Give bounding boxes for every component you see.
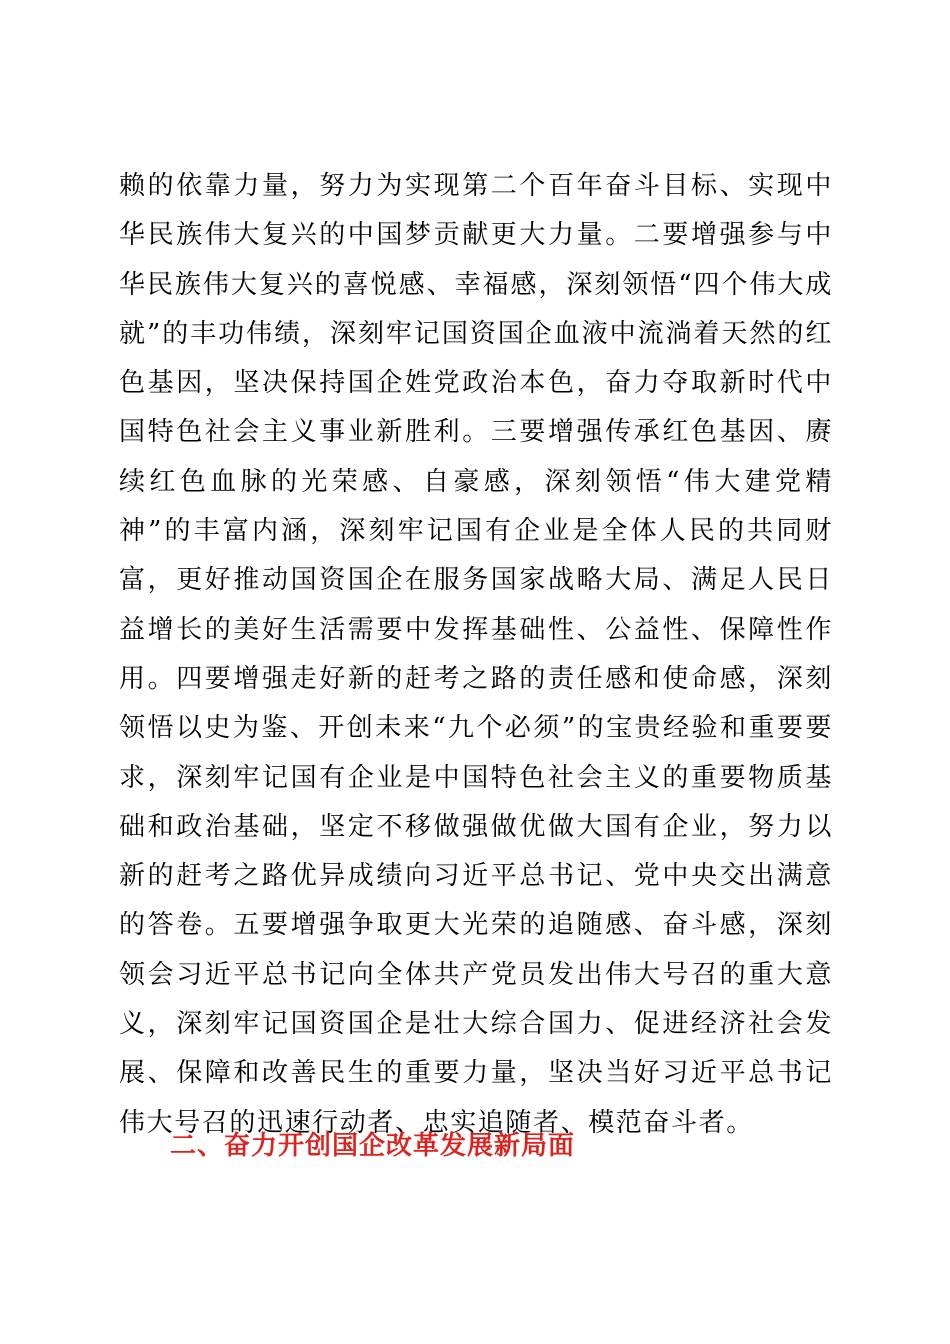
section-heading: 二、奋力开创国企改革发展新局面 bbox=[170, 1131, 576, 1161]
body-paragraph: 赖的依靠力量，努力为实现第二个百年奋斗目标、实现中华民族伟大复兴的中国梦贡献更大力量。二要增强参与中华民族伟大复兴的喜悦感、幸福感，深刻领悟“四个伟大成就”的丰功伟绩，深刻牢记国资国企血液中流淌着天然的红色基因，坚决保持国企姓党政治本色，奋力夺取新时代中国特色社会主义事业新胜利。三要增强传承红色基因、赓续红色血脉的光荣感、自豪感，深刻领悟“伟大建党精神”的丰富内涵，深刻牢记国有企业是全体人民的共同财富，更好推动国资国企在服务国家战略大局、满足人民日益增长的美好生活需要中发挥基础性、公益性、保障性作用。四要增强走好新的赶考之路的责任感和使命感，深刻领悟以史为鉴、开创未来“九个必须”的宝贵经验和重要要求，深刻牢记国有企业是中国特色社会主义的重要物质基础和政治基础，坚定不移做强做优做大国有企业，努力以新的赶考之路优异成绩向习近平总书记、党中央交出满意的答卷。五要增强争取更大光荣的追随感、奋斗感，深刻领会习近平总书记向全体共产党员发出伟大号召的重大意义，深刻牢记国资国企是壮大综合国力、促进经济社会发展、保障和改善民生的重要力量，坚决当好习近平总书记伟大号召的迅速行动者、忠实追随者、模范奋斗者。 bbox=[119, 171, 833, 1138]
